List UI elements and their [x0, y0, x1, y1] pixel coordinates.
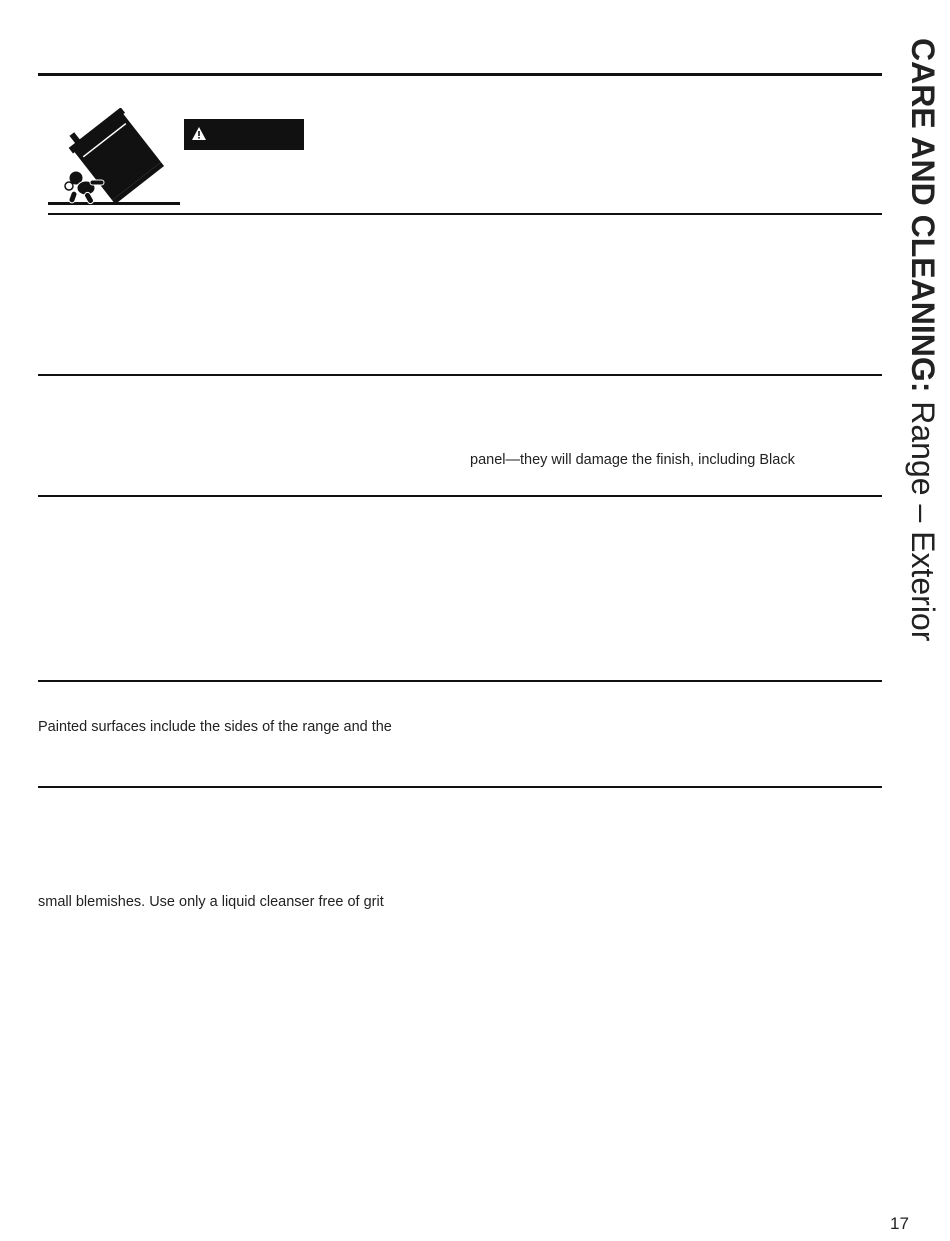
- warning-triangle-icon: [192, 127, 206, 140]
- side-section-heading: [904, 38, 944, 658]
- section-divider-top: [38, 73, 882, 76]
- page-number: 17: [890, 1214, 909, 1233]
- stainless-steel-text: small blemishes. Use only a liquid cleanser free of grit: [38, 894, 384, 910]
- section-divider: [38, 786, 882, 788]
- control-panel-text: panel—they will damage the finish, including Black: [470, 452, 795, 468]
- warning-badge: [184, 119, 304, 150]
- section-divider: [38, 495, 882, 497]
- side-heading-light: Range – Exterior: [905, 392, 941, 642]
- section-divider: [38, 374, 882, 376]
- anti-tip-range-icon: [46, 108, 184, 208]
- section-divider: [48, 213, 882, 215]
- section-divider: [38, 680, 882, 682]
- side-heading-bold: CARE AND CLEANING:: [905, 38, 941, 393]
- painted-surfaces-text: Painted surfaces include the sides of the range and the: [38, 719, 392, 735]
